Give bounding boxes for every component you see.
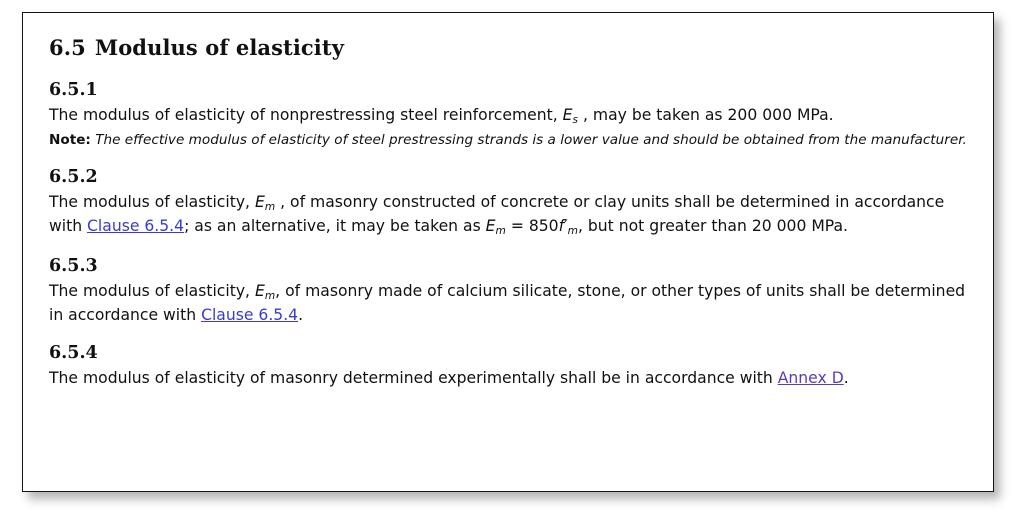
section-heading: [49, 35, 967, 60]
variable-Em-2: E: [485, 216, 496, 235]
clause-text: [49, 367, 967, 389]
variable-Em-subscript: m: [264, 289, 276, 302]
note-text: The effective modulus of elasticity of steel prestressing strands is a lower value and should be obtained from the manufacturer.: [95, 132, 967, 149]
variable-Em-subscript: m: [264, 200, 276, 213]
note-label: Note:: [49, 132, 91, 149]
clause-text-part-c: .: [843, 368, 849, 387]
clause-number: 6.5.3: [49, 255, 98, 276]
variable-fprime-subscript: m: [567, 224, 578, 237]
clause-6-5-2: [49, 167, 967, 239]
clause-text-part-d: = 850: [505, 216, 559, 235]
section-number: 6.5: [49, 35, 86, 60]
variable-Em: E: [254, 192, 265, 211]
variable-Es: E: [562, 106, 573, 124]
clause-6-5-3: [49, 256, 967, 326]
document-content: [23, 13, 993, 389]
variable-Em-2-subscript: m: [495, 224, 506, 237]
clause-text-part-b: , may be taken as 200 000 MPa.: [578, 106, 834, 124]
clause-6-5-4: [49, 343, 967, 389]
document-page: [22, 12, 994, 492]
cross-reference-annex-d[interactable]: Annex D: [777, 368, 844, 387]
clause-note: [49, 131, 967, 149]
variable-Em: E: [254, 281, 265, 300]
clause-text-part-a: The modulus of elasticity,: [49, 281, 255, 300]
clause-6-5-1: [49, 80, 967, 150]
cross-reference-clause-6-5-4[interactable]: Clause 6.5.4: [87, 216, 185, 235]
cross-reference-clause-6-5-4[interactable]: Clause 6.5.4: [201, 305, 299, 324]
clause-number: 6.5.4: [49, 342, 98, 363]
clause-text-part-b: , of masonry made of calcium silicate, stone, or other types of units shall be determined in accordance with: [49, 281, 966, 324]
clause-text-part-a: The modulus of elasticity of nonprestressing steel reinforcement,: [49, 106, 563, 124]
clause-text-part-c: ; as an alternative, it may be taken as: [184, 216, 486, 235]
clause-text-part-e: , but not greater than 20 000 MPa.: [577, 216, 849, 235]
clause-number: 6.5.1: [49, 80, 98, 100]
variable-fprime: f′: [558, 216, 568, 235]
section-title-text: Modulus of elasticity: [94, 35, 344, 60]
clause-text-part-a: The modulus of elasticity of masonry determined experimentally shall be in accordance with: [49, 368, 778, 387]
clause-text: [49, 104, 967, 128]
clause-text-part-b: , of masonry constructed of concrete or clay units shall be determined in accordance with: [49, 192, 945, 235]
clause-number: 6.5.2: [49, 166, 98, 187]
variable-Es-subscript: s: [572, 113, 579, 126]
clause-text-part-a: The modulus of elasticity,: [49, 192, 255, 211]
clause-text: [49, 280, 967, 326]
clause-text: [49, 191, 967, 239]
clause-text-part-c: .: [298, 305, 304, 324]
